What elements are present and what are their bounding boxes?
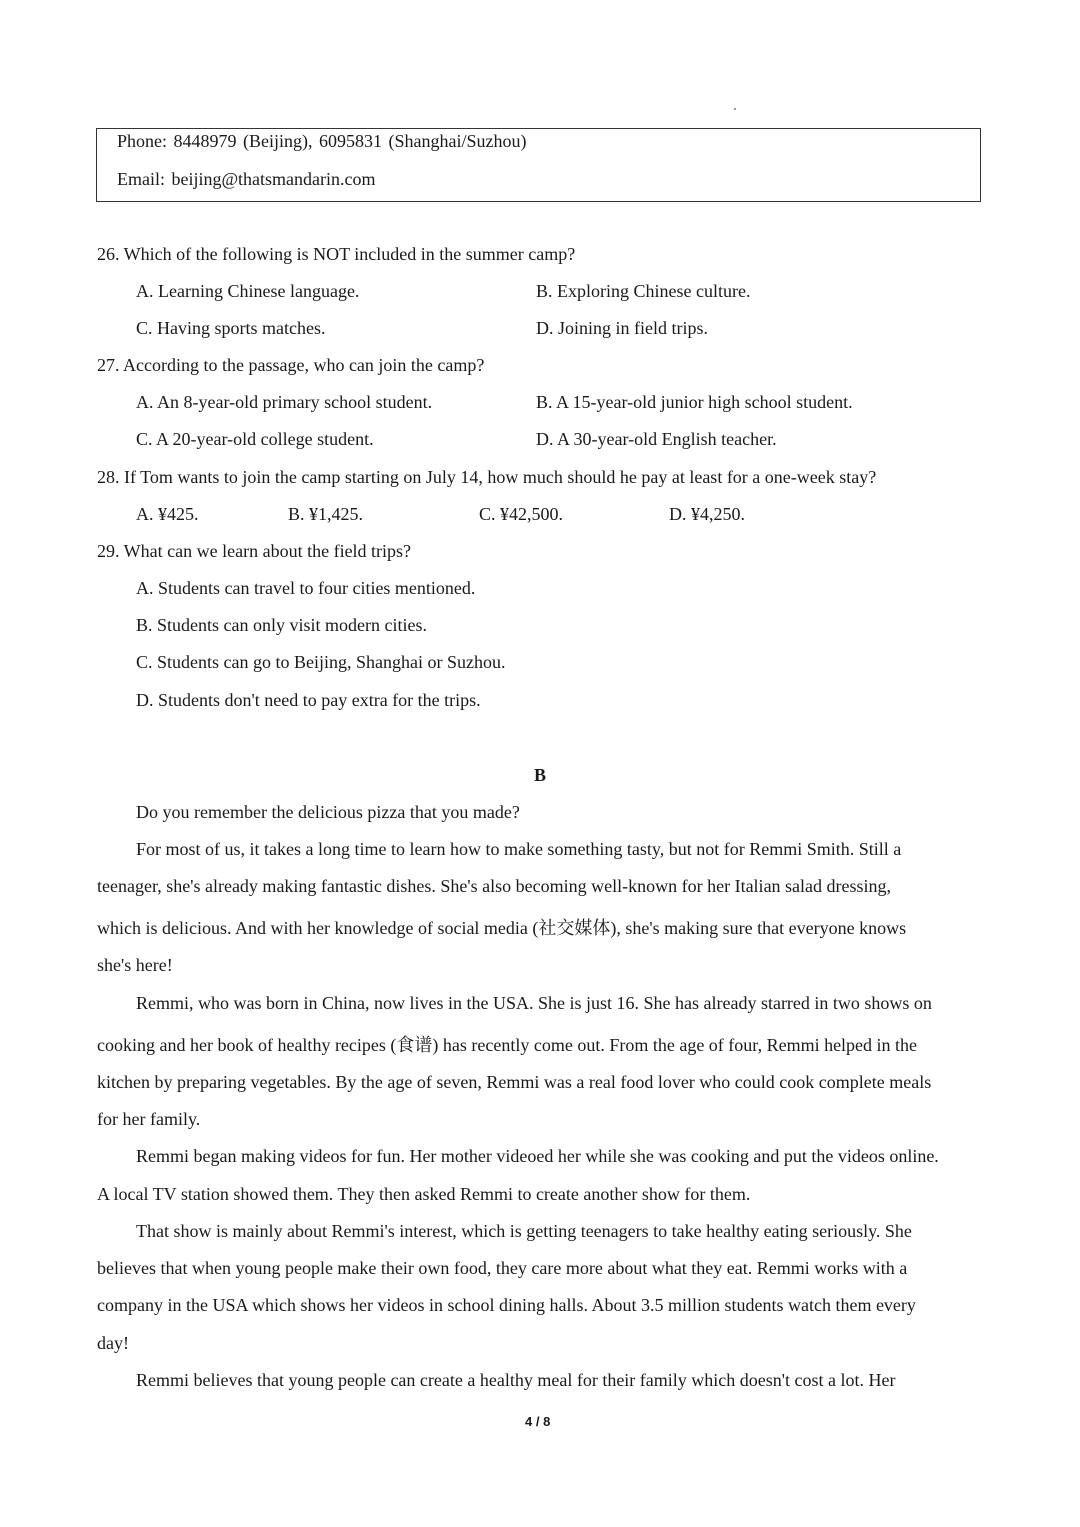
contact-email: Email: beijing@thatsmandarin.com [117, 169, 376, 189]
question-28-option-c: C. ¥42,500. [479, 504, 564, 524]
question-26-option-d: D. Joining in field trips. [536, 318, 708, 338]
question-27-option-a: A. An 8-year-old primary school student. [136, 392, 433, 412]
contact-phone: Phone: 8448979 (Beijing), 6095831 (Shanghai/Suzhou) [117, 131, 527, 151]
passage-line: for her family. [97, 1109, 201, 1129]
passage-line: believes that when young people make their own food, they care more about what they eat. Remmi works with a [97, 1258, 908, 1278]
question-28-option-d: D. ¥4,250. [669, 504, 745, 524]
question-29-stem: 29. What can we learn about the field trips? [97, 541, 412, 561]
passage-line: For most of us, it takes a long time to learn how to make something tasty, but not for Remmi Smith. Still a [136, 839, 902, 859]
section-title: B [534, 765, 547, 785]
passage-line: cooking and her book of healthy recipes (食谱) has recently come out. From the age of four, Remmi helped in the [97, 1035, 918, 1055]
passage-line: kitchen by preparing vegetables. By the age of seven, Remmi was a real food lover who could cook complete meals [97, 1072, 932, 1092]
question-26-option-a: A. Learning Chinese language. [136, 281, 360, 301]
question-29-option-a: A. Students can travel to four cities mentioned. [136, 578, 476, 598]
question-27-option-c: C. A 20-year-old college student. [136, 429, 374, 449]
passage-line: day! [97, 1333, 129, 1353]
question-28-option-a: A. ¥425. [136, 504, 199, 524]
question-27-stem: 27. According to the passage, who can join the camp? [97, 355, 485, 375]
question-26-option-b: B. Exploring Chinese culture. [536, 281, 751, 301]
question-27-option-d: D. A 30-year-old English teacher. [536, 429, 777, 449]
passage-line: Remmi, who was born in China, now lives in the USA. She is just 16. She has already starred in two shows on [136, 993, 932, 1013]
passage-line: Remmi believes that young people can create a healthy meal for their family which doesn't cost a lot. Her [136, 1370, 896, 1390]
question-29-option-d: D. Students don't need to pay extra for the trips. [136, 690, 481, 710]
page-number: 4 / 8 [525, 1414, 551, 1429]
passage-line: A local TV station showed them. They then asked Remmi to create another show for them. [97, 1184, 751, 1204]
passage-line: she's here! [97, 955, 173, 975]
passage-line: teenager, she's already making fantastic dishes. She's also becoming well-known for her Italian salad dressing, [97, 876, 892, 896]
question-27-option-b: B. A 15-year-old junior high school student. [536, 392, 853, 412]
scan-dot [734, 108, 736, 110]
question-29-option-c: C. Students can go to Beijing, Shanghai or Suzhou. [136, 652, 506, 672]
passage-line: company in the USA which shows her videos in school dining halls. About 3.5 million students watch them every [97, 1295, 916, 1315]
question-28-stem: 28. If Tom wants to join the camp starting on July 14, how much should he pay at least for a one-week stay? [97, 467, 877, 487]
passage-line: Do you remember the delicious pizza that you made? [136, 802, 520, 822]
passage-line: That show is mainly about Remmi's interest, which is getting teenagers to take healthy eating seriously. She [136, 1221, 912, 1241]
passage-line: which is delicious. And with her knowledge of social media (社交媒体), she's making sure that everyone knows [97, 918, 907, 938]
passage-line: Remmi began making videos for fun. Her mother videoed her while she was cooking and put the videos online. [136, 1146, 939, 1166]
question-28-option-b: B. ¥1,425. [288, 504, 364, 524]
contact-box [96, 128, 981, 202]
question-26-stem: 26. Which of the following is NOT included in the summer camp? [97, 244, 576, 264]
question-29-option-b: B. Students can only visit modern cities. [136, 615, 427, 635]
question-26-option-c: C. Having sports matches. [136, 318, 326, 338]
